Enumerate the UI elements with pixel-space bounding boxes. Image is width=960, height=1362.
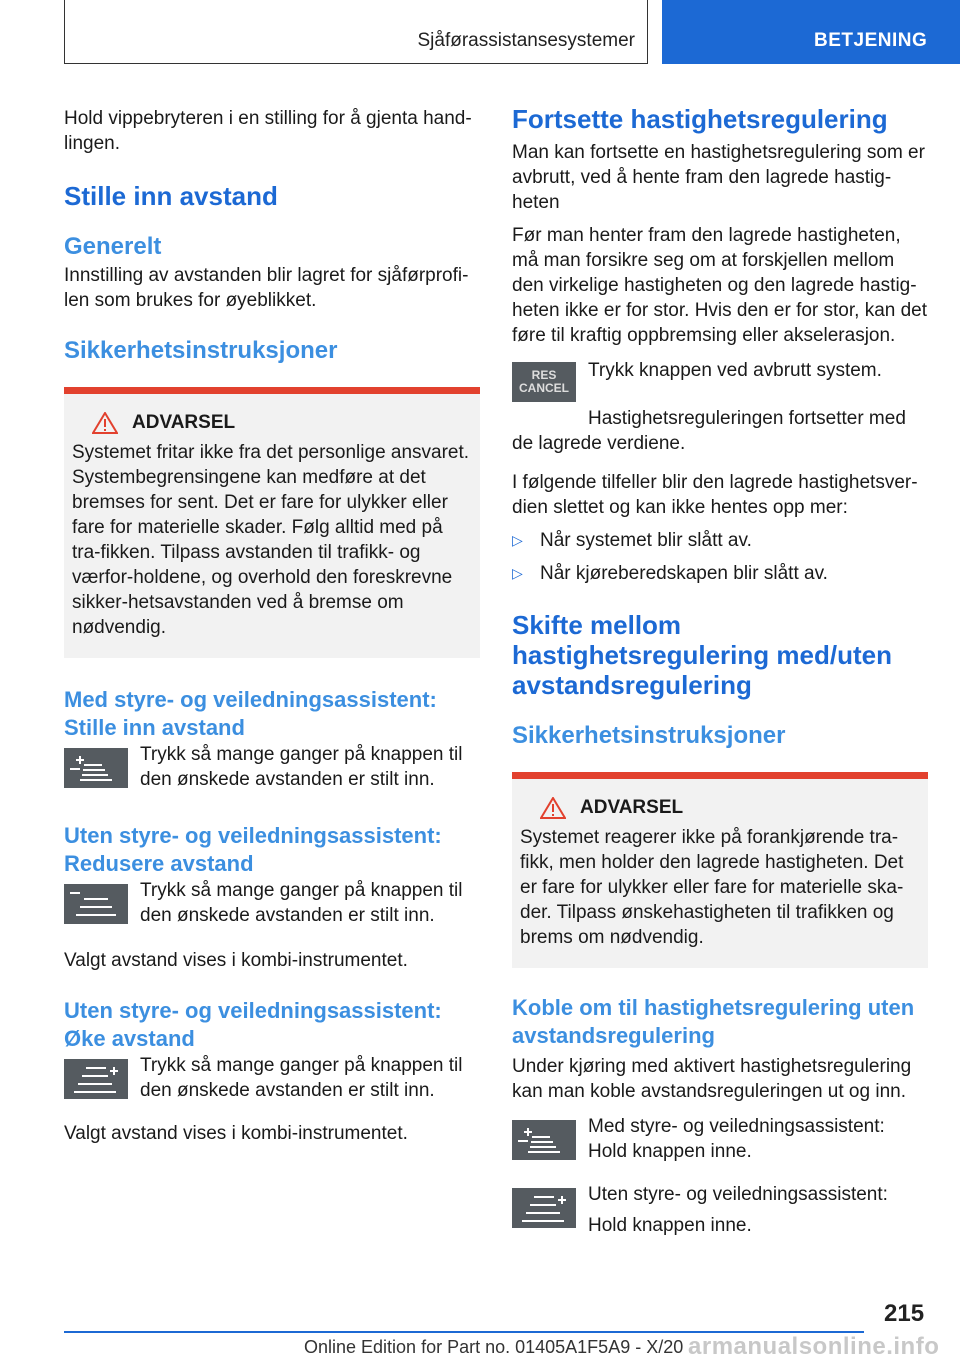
koble-text: Under kjøring med aktivert hastighetsregulering kan man koble avstandsreguleringen ut og inn. [512,1056,912,1102]
med-styre-text: Trykk så mange ganger på knappen til den ønskede avstanden er stilt inn. [140,744,463,790]
distance-button-row-redusere [64,878,480,928]
bullet-item [512,528,928,553]
slettet-text: I følgende tilfeller blir den lagrede hastighetsver-dien slettet og kan ikke hentes opp mer: [512,472,918,518]
res-cancel-button-icon [512,362,576,402]
res-text-2: Hastighetsreguleringen fortsetter med de lagrede verdiene. [512,408,906,454]
warning-triangle-icon [540,797,566,819]
warning-title [540,797,920,819]
bullet-triangle-icon: ▷ [512,532,523,548]
res-icon-label: RES [531,368,557,382]
fortsette-p2: Før man henter fram den lagrede hastigheten, må man forsikre seg om at forskjellen mellom den virkelige hastigheten og den lagrede hastig-heten ikke er for stor. Hvis den er for stor, kan det føre til kraftig oppbremsing eller akselerasjon. [512,225,928,346]
distance-plus-button-icon [64,748,128,788]
bullet-item [512,561,928,586]
uten-redusere-text: Trykk så mange ganger på knappen til den ønskede avstanden er stilt inn. [140,880,463,926]
cancel-icon-label: CANCEL [519,381,569,395]
res-button-row [512,358,928,402]
warning-triangle-icon [92,412,118,434]
res-text-1: Trykk knappen ved avbrutt system. [588,360,882,381]
heading-stille-inn-avstand: Stille inn avstand [64,181,278,211]
uten-oke-after: Valgt avstand vises i kombi-instrumentet. [64,1123,408,1144]
header-chapter-tab [662,0,960,64]
distance-increase-button-icon [512,1188,576,1228]
bullet-text: Når kjøreberedskapen blir slått av. [540,563,828,584]
fortsette-p1: Man kan fortsette en hastighetsregulering som er avbrutt, ved å hente fram den lagrede hastig-heten [512,142,925,213]
warning-text: Systemet reagerer ikke på forankjørende tra-fikk, men holder den lagrede hastigheten. Det er fare for ulykker eller fare for materielle ska-der. Tilpass ønskehastigheten til trafikken og brems om nødvendig. [520,827,904,948]
koble-uten-text-2: Hold knappen inne. [588,1215,752,1236]
heading-med-styre: Med styre- og veiledningsassistent: Stille inn avstand [64,687,437,740]
warning-title-text: ADVARSEL [580,797,684,818]
watermark-text: armanualsonline.info [688,1333,940,1360]
heading-uten-styre-oke: Uten styre- og veiledningsassistent: Øke avstand [64,998,442,1051]
koble-med-text: Med styre- og veiledningsassistent: Hold knappen inne. [588,1116,885,1162]
koble-med-row [512,1114,928,1164]
distance-button-row-oke [64,1053,480,1103]
left-column [64,96,480,1146]
uten-redusere-after: Valgt avstand vises i kombi-instrumentet. [64,950,408,971]
bullet-triangle-icon: ▷ [512,565,523,581]
intro-text: Hold vippebryteren i en stilling for å gjenta hand-lingen. [64,108,472,154]
page-number: 215 [884,1300,925,1327]
koble-uten-text-1: Uten styre- og veiledningsassistent: [588,1184,888,1205]
distance-increase-button-icon [64,1059,128,1099]
heading-sikkerhetsinstruksjoner-right: Sikkerhetsinstruksjoner [512,722,786,749]
heading-fortsette: Fortsette hastighetsregulering [512,104,888,134]
warning-title [92,412,472,434]
koble-uten-row [512,1182,928,1238]
bullet-text: Når systemet blir slått av. [540,530,752,551]
footer-edition: Online Edition for Part no. 01405A1F5A9 - X/20 [304,1337,684,1357]
header-chapter-title: BETJENING [814,30,928,51]
heading-uten-styre-redusere: Uten styre- og veiledningsassistent: Redusere avstand [64,823,442,876]
warning-box [64,387,480,658]
warning-title-text: ADVARSEL [132,412,236,433]
distance-minus-button-icon [64,884,128,924]
heading-koble-om: Koble om til hastighetsregulering uten avstandsregulering [512,995,915,1048]
right-column [512,96,928,1238]
warning-text: Systemet fritar ikke fra det personlige ansvaret. Systembegrensingene kan medføre at det bremses for sent. Det er fare for ulykker eller fare for materielle skader. Følg alltid med på tra-fikken. Tilpass avstanden til trafikk- og værfor-holdene, og overhold den foreskrevne sikker-hetsavstanden ved å bremse om nødvendig. [72,442,470,638]
koble-uten-texts [588,1182,888,1238]
generelt-text: Innstilling av avstanden blir lagret for sjåførprofi-len som brukes for øyeblikket. [64,265,469,311]
heading-skifte: Skifte mellom hastighetsregulering med/uten avstandsregulering [512,610,892,700]
distance-plus-button-icon [512,1120,576,1160]
heading-sikkerhetsinstruksjoner: Sikkerhetsinstruksjoner [64,337,338,364]
warning-box-right [512,772,928,968]
heading-generelt: Generelt [64,233,162,260]
distance-button-row-med [64,742,480,792]
header-section-box [64,0,648,64]
uten-oke-text: Trykk så mange ganger på knappen til den ønskede avstanden er stilt inn. [140,1055,463,1101]
header-section-title: Sjåførassistansesystemer [417,30,635,51]
